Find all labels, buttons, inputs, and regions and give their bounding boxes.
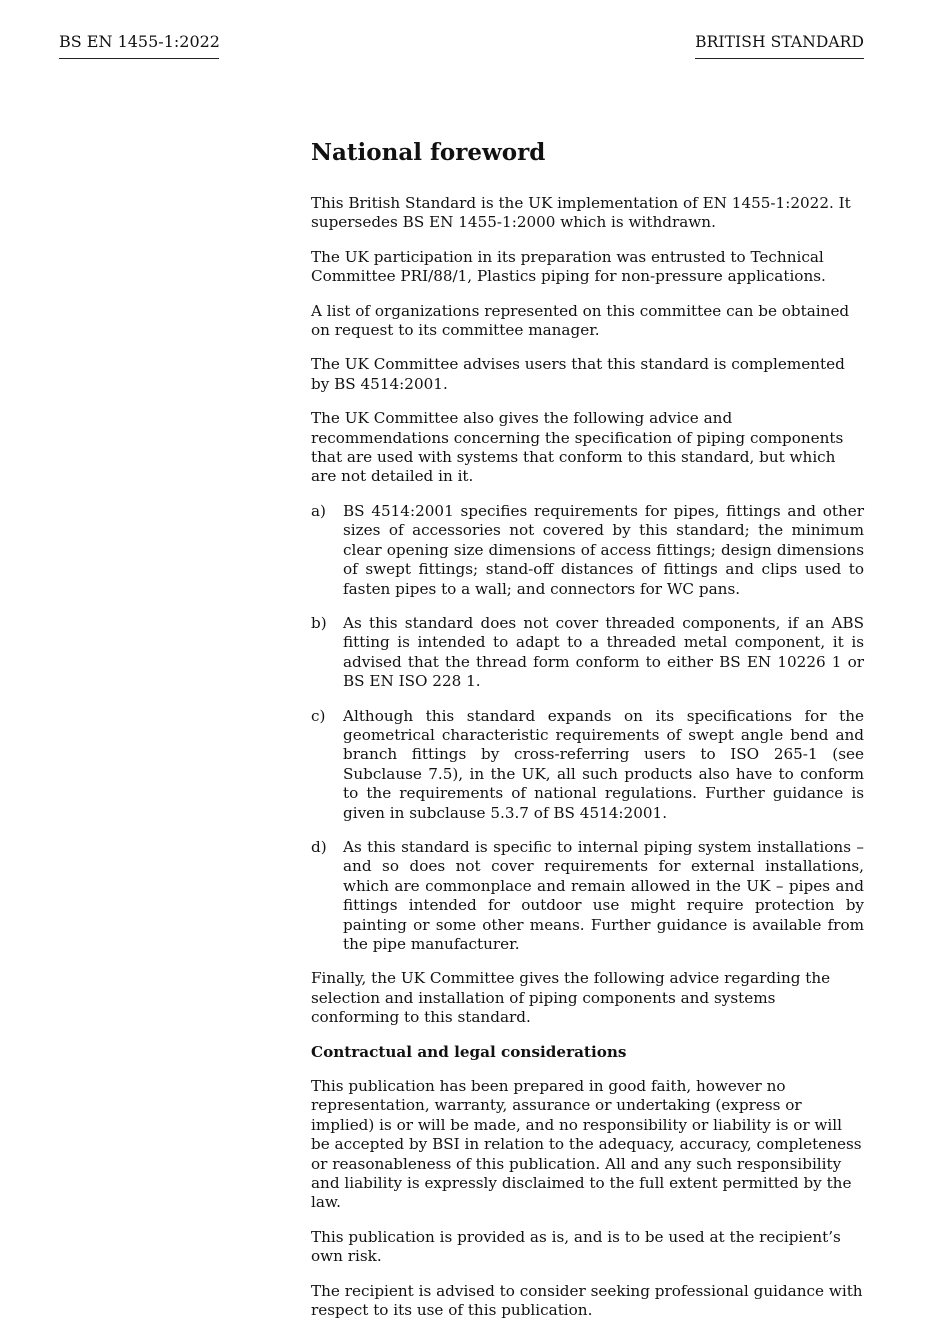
list-item-text: BS 4514:2001 specifies requirements for pipes, fittings and other sizes of accessories not covered by this standard; the minimum clear opening size dimensions of access fittings; design dimensions of swept fittings; stand-off distances of fittings and clips used to fasten pipes to a wall; and connectors for WC pans. — [343, 501, 864, 598]
page-title: National foreword — [311, 139, 546, 166]
main-content — [311, 138, 864, 1336]
paragraph-organizations: A list of organizations represented on this committee can be obtained on request to its committee manager. — [311, 301, 850, 340]
list-item — [311, 838, 864, 954]
list-item-text: As this standard does not cover threaded components, if an ABS fitting is intended to adapt to a threaded metal component, it is advised that the thread form conform to either BS EN 10226 1 or BS EN ISO 228 1. — [343, 613, 864, 691]
paragraph-legal-as-is: This publication is provided as is, and is to be used at the recipient’s own risk. — [311, 1227, 841, 1266]
list-item — [311, 614, 864, 692]
paragraph-legal-good-faith: This publication has been prepared in good faith, however no representation, warranty, assurance or undertaking (express or implied) is or will be made, and no responsibility or liability is or will be accepted by BSI in relation to the adequacy, accuracy, completeness or reasonableness of this publication. All and any such responsibility and liability is expressly disclaimed to the full extent permitted by the law. — [311, 1077, 862, 1212]
list-marker: c) — [311, 706, 326, 725]
list-item-text: As this standard is specific to internal piping system installations – and so does not cover requirements for external installations, which are commonplace and remain allowed in the UK – pipes and fittings intended for outdoor use might require protection by painting or some other means. Further guidance is available from the pipe manufacturer. — [343, 837, 864, 953]
list-marker: a) — [311, 501, 326, 520]
paragraph-participation: The UK participation in its preparation was entrusted to Technical Committee PRI/88/1, Plastics piping for non-pressure applications. — [311, 247, 826, 286]
recommendation-list — [311, 502, 864, 955]
paragraph-advice: The UK Committee also gives the following advice and recommendations concerning the specification of piping components that are used with systems that conform to this standard, but which are not detailed in it. — [311, 409, 844, 486]
paragraph-complemented: The UK Committee advises users that this standard is complemented by BS 4514:2001. — [311, 355, 845, 393]
list-item-text: Although this standard expands on its specifications for the geometrical characteristic requirements of swept angle bend and branch fittings by cross-referring users to ISO 265-1 (see Subclause 7.5), in the UK, all such products also have to conform to the requirements of national regulations. Further guidance is given in subclause 5.3.7 of BS 4514:2001. — [343, 706, 864, 822]
series-header: BRITISH STANDARD — [695, 31, 864, 59]
paragraph-closing: Finally, the UK Committee gives the following advice regarding the selection and installation of piping components and systems conforming to this standard. — [311, 969, 831, 1027]
list-marker: d) — [311, 837, 327, 856]
list-item — [311, 502, 864, 599]
list-marker: b) — [311, 613, 327, 632]
paragraph-implementation: This British Standard is the UK implementation of EN 1455-1:2022. It supersedes BS EN 1455-1:2000 which is withdrawn. — [311, 194, 851, 232]
legal-heading: Contractual and legal considerations — [311, 1042, 627, 1061]
document-id-header: BS EN 1455-1:2022 — [59, 31, 219, 59]
list-item — [311, 707, 864, 823]
paragraph-legal-guidance: The recipient is advised to consider seeking professional guidance with respect to its use of this publication. — [311, 1281, 863, 1320]
